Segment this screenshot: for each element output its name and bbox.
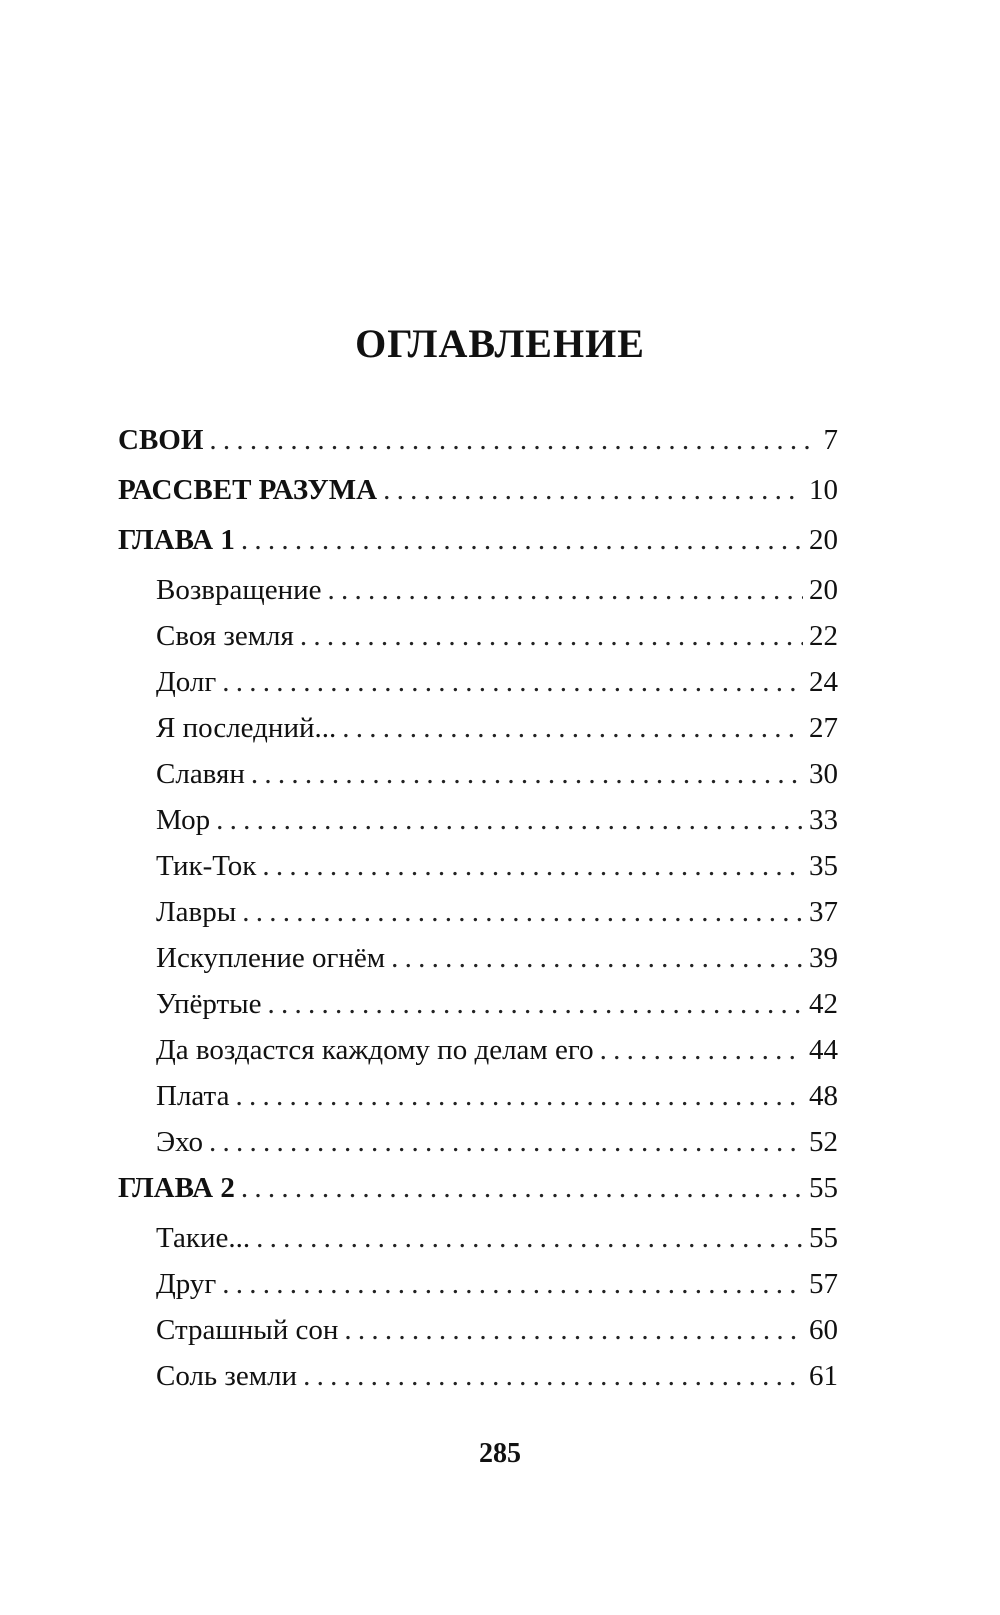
toc-entry-page-number: 60 bbox=[809, 1314, 838, 1346]
toc-chapter-entry bbox=[118, 1170, 838, 1220]
toc-entry-label: Долг bbox=[156, 666, 217, 698]
toc-entry-label: Страшный сон bbox=[156, 1314, 339, 1346]
dot-leader bbox=[344, 1312, 803, 1348]
dot-leader bbox=[209, 1124, 803, 1160]
toc-section-entry bbox=[118, 710, 838, 756]
dot-leader bbox=[383, 472, 803, 508]
toc-section-entry bbox=[118, 986, 838, 1032]
toc-entry-label: Плата bbox=[156, 1080, 230, 1112]
toc-section-entry bbox=[118, 894, 838, 940]
toc-entry-page-number: 33 bbox=[809, 804, 838, 836]
toc-entry-label: ГЛАВА 1 bbox=[118, 524, 235, 556]
toc-section-entry bbox=[118, 848, 838, 894]
toc-entry-page-number: 20 bbox=[809, 574, 838, 606]
dot-leader bbox=[262, 848, 803, 884]
toc-section-entry bbox=[118, 802, 838, 848]
toc-section-entry bbox=[118, 1358, 838, 1404]
toc-entry-page-number: 39 bbox=[809, 942, 838, 974]
dot-leader bbox=[268, 986, 803, 1022]
toc-entry-page-number: 7 bbox=[823, 424, 838, 456]
toc-entry-label: СВОИ bbox=[118, 424, 204, 456]
toc-entry-page-number: 44 bbox=[809, 1034, 838, 1066]
toc-entry-label: Такие... bbox=[156, 1222, 251, 1254]
toc-entry-label: Мор bbox=[156, 804, 211, 836]
toc-entry-label: Да воздастся каждому по делам его bbox=[156, 1034, 594, 1066]
toc-section-entry bbox=[118, 1124, 838, 1170]
toc-entry-page-number: 22 bbox=[809, 620, 838, 652]
dot-leader bbox=[242, 894, 803, 930]
page-title: ОГЛАВЛЕНИЕ bbox=[355, 321, 645, 366]
toc-entry-page-number: 27 bbox=[809, 712, 838, 744]
toc-entry-page-number: 55 bbox=[809, 1172, 838, 1204]
dot-leader bbox=[251, 756, 803, 792]
toc-entry-label: Соль земли bbox=[156, 1360, 298, 1392]
page-number: 285 bbox=[479, 1438, 521, 1469]
toc-entry-label: Возвращение bbox=[156, 574, 322, 606]
toc-entry-label: Друг bbox=[156, 1268, 217, 1300]
toc-entry-label: Славян bbox=[156, 758, 245, 790]
toc-entry-page-number: 55 bbox=[809, 1222, 838, 1254]
toc-section-entry bbox=[118, 1032, 838, 1078]
toc-entry-label: Искупление огнём bbox=[156, 942, 386, 974]
dot-leader bbox=[222, 1266, 803, 1302]
toc-entry-label: Своя земля bbox=[156, 620, 294, 652]
toc-section-entry bbox=[118, 1220, 838, 1266]
dot-leader bbox=[303, 1358, 803, 1394]
toc-entry-page-number: 37 bbox=[809, 896, 838, 928]
dot-leader bbox=[300, 618, 803, 654]
dot-leader bbox=[222, 664, 803, 700]
toc-chapter-entry bbox=[118, 522, 838, 572]
toc-section-entry bbox=[118, 618, 838, 664]
toc-entry-page-number: 61 bbox=[809, 1360, 838, 1392]
dot-leader bbox=[241, 522, 803, 558]
toc-entry-label: Я последний... bbox=[156, 712, 337, 744]
dot-leader bbox=[600, 1032, 803, 1068]
dot-leader bbox=[327, 572, 803, 608]
toc-entry-label: Лавры bbox=[156, 896, 237, 928]
dot-leader bbox=[342, 710, 803, 746]
table-of-contents bbox=[118, 422, 838, 1404]
dot-leader bbox=[235, 1078, 803, 1114]
toc-entry-label: Тик-Ток bbox=[156, 850, 257, 882]
toc-entry-page-number: 24 bbox=[809, 666, 838, 698]
toc-entry-label: Упёртые bbox=[156, 988, 262, 1020]
toc-section-entry bbox=[118, 664, 838, 710]
toc-entry-label: РАССВЕТ РАЗУМА bbox=[118, 474, 378, 506]
dot-leader bbox=[256, 1220, 803, 1256]
toc-section-entry bbox=[118, 572, 838, 618]
dot-leader bbox=[241, 1170, 803, 1206]
toc-entry-page-number: 57 bbox=[809, 1268, 838, 1300]
toc-entry-page-number: 20 bbox=[809, 524, 838, 556]
toc-entry-page-number: 52 bbox=[809, 1126, 838, 1158]
toc-section-entry bbox=[118, 1266, 838, 1312]
toc-entry-label: ГЛАВА 2 bbox=[118, 1172, 235, 1204]
toc-section-entry bbox=[118, 1312, 838, 1358]
toc-entry-page-number: 48 bbox=[809, 1080, 838, 1112]
toc-section-entry bbox=[118, 940, 838, 986]
toc-section-entry bbox=[118, 756, 838, 802]
dot-leader bbox=[216, 802, 803, 838]
dot-leader bbox=[209, 422, 817, 458]
toc-chapter-entry bbox=[118, 422, 838, 472]
toc-chapter-entry bbox=[118, 472, 838, 522]
toc-entry-label: Эхо bbox=[156, 1126, 204, 1158]
toc-entry-page-number: 35 bbox=[809, 850, 838, 882]
toc-section-entry bbox=[118, 1078, 838, 1124]
toc-entry-page-number: 10 bbox=[809, 474, 838, 506]
toc-entry-page-number: 30 bbox=[809, 758, 838, 790]
toc-entry-page-number: 42 bbox=[809, 988, 838, 1020]
dot-leader bbox=[391, 940, 803, 976]
